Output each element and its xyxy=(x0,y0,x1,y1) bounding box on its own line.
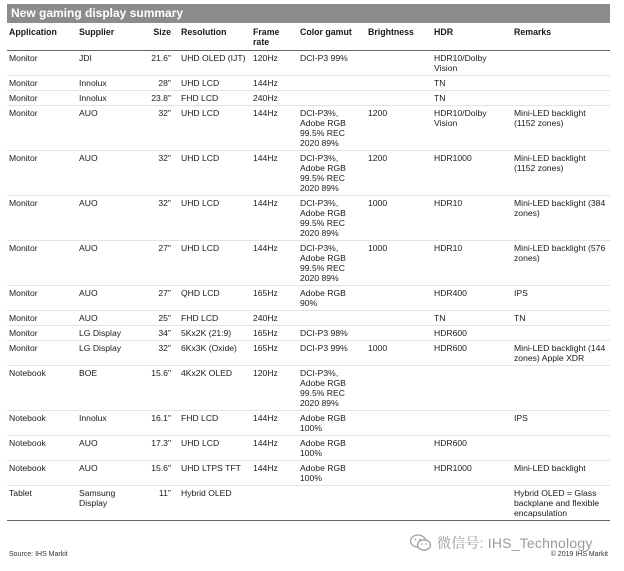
cell-color-gamut xyxy=(298,311,366,326)
cell-frame-rate: 120Hz xyxy=(251,366,298,411)
col-hdr: HDR xyxy=(432,26,512,51)
cell-supplier: Innolux xyxy=(77,91,141,106)
table-row xyxy=(7,436,610,461)
cell-remarks: Mini-LED backlight (1152 zones) xyxy=(512,151,610,196)
col-brightness: Brightness xyxy=(366,26,432,51)
cell-resolution: 5Kx2K (21:9) xyxy=(179,326,251,341)
cell-application: Monitor xyxy=(7,91,77,106)
cell-remarks xyxy=(512,76,610,91)
cell-brightness xyxy=(366,326,432,341)
cell-brightness: 1000 xyxy=(366,341,432,366)
cell-supplier: LG Display xyxy=(77,341,141,366)
cell-frame-rate: 144Hz xyxy=(251,196,298,241)
cell-resolution: UHD LCD xyxy=(179,76,251,91)
col-resolution: Resolution xyxy=(179,26,251,51)
cell-brightness xyxy=(366,286,432,311)
cell-brightness xyxy=(366,76,432,91)
cell-hdr: HDR1000 xyxy=(432,461,512,486)
cell-remarks xyxy=(512,436,610,461)
cell-frame-rate: 144Hz xyxy=(251,106,298,151)
cell-supplier: BOE xyxy=(77,366,141,411)
cell-color-gamut: Adobe RGB 100% xyxy=(298,411,366,436)
cell-hdr: HDR10 xyxy=(432,196,512,241)
cell-frame-rate: 165Hz xyxy=(251,286,298,311)
col-supplier: Supplier xyxy=(77,26,141,51)
cell-brightness: 1200 xyxy=(366,106,432,151)
cell-frame-rate: 240Hz xyxy=(251,311,298,326)
cell-size: 32" xyxy=(141,341,179,366)
cell-hdr xyxy=(432,411,512,436)
cell-application: Notebook xyxy=(7,411,77,436)
cell-size: 23.8" xyxy=(141,91,179,106)
cell-resolution: FHD LCD xyxy=(179,411,251,436)
cell-remarks: Mini-LED backlight (1152 zones) xyxy=(512,106,610,151)
table-row xyxy=(7,196,610,241)
cell-application: Monitor xyxy=(7,241,77,286)
cell-size: 32" xyxy=(141,196,179,241)
wechat-watermark xyxy=(410,532,593,554)
table-row xyxy=(7,486,610,521)
cell-supplier: JDI xyxy=(77,51,141,76)
cell-size: 27" xyxy=(141,241,179,286)
cell-brightness: 1200 xyxy=(366,151,432,196)
cell-resolution: UHD LTPS TFT xyxy=(179,461,251,486)
cell-remarks xyxy=(512,51,610,76)
cell-brightness xyxy=(366,366,432,411)
cell-frame-rate: 144Hz xyxy=(251,411,298,436)
cell-color-gamut: DCI-P3%, Adobe RGB 99.5% REC 2020 89% xyxy=(298,151,366,196)
cell-supplier: Innolux xyxy=(77,76,141,91)
table-row xyxy=(7,461,610,486)
cell-color-gamut: DCI-P3%, Adobe RGB 99.5% REC 2020 89% xyxy=(298,106,366,151)
table-row xyxy=(7,341,610,366)
cell-application: Monitor xyxy=(7,341,77,366)
cell-application: Monitor xyxy=(7,196,77,241)
cell-hdr: HDR10/Dolby Vision xyxy=(432,106,512,151)
cell-frame-rate: 165Hz xyxy=(251,341,298,366)
cell-remarks: Mini-LED backlight (144 zones) Apple XDR xyxy=(512,341,610,366)
cell-resolution: UHD LCD xyxy=(179,436,251,461)
table-row xyxy=(7,411,610,436)
cell-brightness xyxy=(366,461,432,486)
cell-frame-rate xyxy=(251,486,298,521)
cell-hdr: TN xyxy=(432,76,512,91)
cell-application: Notebook xyxy=(7,461,77,486)
cell-supplier: AUO xyxy=(77,461,141,486)
cell-application: Notebook xyxy=(7,436,77,461)
table-row xyxy=(7,76,610,91)
cell-remarks: TN xyxy=(512,311,610,326)
table-title: New gaming display summary xyxy=(7,4,610,23)
cell-hdr xyxy=(432,486,512,521)
cell-color-gamut: DCI-P3 99% xyxy=(298,51,366,76)
cell-remarks: Mini-LED backlight (576 zones) xyxy=(512,241,610,286)
copyright-note: © 2019 IHS Markit xyxy=(550,551,608,558)
cell-color-gamut: DCI-P3 98% xyxy=(298,326,366,341)
cell-size: 34" xyxy=(141,326,179,341)
table-row xyxy=(7,366,610,411)
cell-color-gamut: DCI-P3%, Adobe RGB 99.5% REC 2020 89% xyxy=(298,366,366,411)
cell-remarks xyxy=(512,91,610,106)
cell-color-gamut xyxy=(298,76,366,91)
cell-hdr: HDR600 xyxy=(432,341,512,366)
cell-supplier: AUO xyxy=(77,436,141,461)
cell-supplier: AUO xyxy=(77,106,141,151)
table-row xyxy=(7,51,610,76)
cell-resolution: UHD LCD xyxy=(179,151,251,196)
cell-size: 21.6" xyxy=(141,51,179,76)
source-note: Source: IHS Markit xyxy=(9,551,68,558)
cell-hdr xyxy=(432,366,512,411)
cell-frame-rate: 240Hz xyxy=(251,91,298,106)
cell-size: 15.6" xyxy=(141,461,179,486)
wechat-icon xyxy=(410,534,432,552)
cell-application: Monitor xyxy=(7,51,77,76)
cell-frame-rate: 165Hz xyxy=(251,326,298,341)
cell-color-gamut xyxy=(298,486,366,521)
cell-application: Monitor xyxy=(7,151,77,196)
cell-resolution: UHD OLED (IJT) xyxy=(179,51,251,76)
cell-frame-rate: 144Hz xyxy=(251,76,298,91)
cell-resolution: UHD LCD xyxy=(179,196,251,241)
cell-brightness: 1000 xyxy=(366,241,432,286)
table-header-row xyxy=(7,26,610,51)
cell-size: 32" xyxy=(141,151,179,196)
table-row xyxy=(7,106,610,151)
cell-frame-rate: 144Hz xyxy=(251,436,298,461)
cell-size: 11" xyxy=(141,486,179,521)
cell-supplier: Samsung Display xyxy=(77,486,141,521)
cell-hdr: HDR600 xyxy=(432,326,512,341)
col-remarks: Remarks xyxy=(512,26,610,51)
cell-color-gamut: DCI-P3%, Adobe RGB 99.5% REC 2020 89% xyxy=(298,241,366,286)
cell-remarks: IPS xyxy=(512,411,610,436)
cell-application: Monitor xyxy=(7,76,77,91)
cell-frame-rate: 144Hz xyxy=(251,241,298,286)
cell-brightness: 1000 xyxy=(366,196,432,241)
cell-brightness xyxy=(366,311,432,326)
col-application: Application xyxy=(7,26,77,51)
cell-resolution: FHD LCD xyxy=(179,91,251,106)
cell-size: 25" xyxy=(141,311,179,326)
cell-resolution: QHD LCD xyxy=(179,286,251,311)
cell-brightness xyxy=(366,91,432,106)
cell-size: 15.6" xyxy=(141,366,179,411)
table-row xyxy=(7,311,610,326)
cell-hdr: TN xyxy=(432,311,512,326)
cell-size: 32" xyxy=(141,106,179,151)
cell-frame-rate: 120Hz xyxy=(251,51,298,76)
cell-remarks: Mini-LED backlight xyxy=(512,461,610,486)
cell-remarks: Hybrid OLED = Glass backplane and flexible encapsulation xyxy=(512,486,610,521)
cell-resolution: Hybrid OLED xyxy=(179,486,251,521)
gaming-display-table xyxy=(7,26,610,521)
cell-application: Monitor xyxy=(7,106,77,151)
cell-application: Tablet xyxy=(7,486,77,521)
table-row xyxy=(7,91,610,106)
cell-hdr: HDR10/Dolby Vision xyxy=(432,51,512,76)
cell-color-gamut: Adobe RGB 100% xyxy=(298,436,366,461)
cell-color-gamut: Adobe RGB 100% xyxy=(298,461,366,486)
cell-resolution: 4Kx2K OLED xyxy=(179,366,251,411)
cell-supplier: AUO xyxy=(77,196,141,241)
cell-size: 28" xyxy=(141,76,179,91)
table-row xyxy=(7,151,610,196)
cell-supplier: AUO xyxy=(77,286,141,311)
cell-size: 27" xyxy=(141,286,179,311)
cell-supplier: AUO xyxy=(77,151,141,196)
cell-application: Monitor xyxy=(7,286,77,311)
cell-application: Monitor xyxy=(7,311,77,326)
cell-resolution: 6Kx3K (Oxide) xyxy=(179,341,251,366)
table-row xyxy=(7,241,610,286)
cell-brightness xyxy=(366,51,432,76)
cell-resolution: UHD LCD xyxy=(179,241,251,286)
col-color-gamut: Color gamut xyxy=(298,26,366,51)
cell-remarks: IPS xyxy=(512,286,610,311)
cell-size: 16.1" xyxy=(141,411,179,436)
cell-remarks xyxy=(512,326,610,341)
cell-color-gamut: DCI-P3%, Adobe RGB 99.5% REC 2020 89% xyxy=(298,196,366,241)
cell-resolution: FHD LCD xyxy=(179,311,251,326)
cell-resolution: UHD LCD xyxy=(179,106,251,151)
cell-size: 17.3" xyxy=(141,436,179,461)
cell-supplier: LG Display xyxy=(77,326,141,341)
col-frame-rate: Frame rate xyxy=(251,26,298,51)
cell-color-gamut: DCI-P3 99% xyxy=(298,341,366,366)
cell-frame-rate: 144Hz xyxy=(251,461,298,486)
cell-supplier: AUO xyxy=(77,311,141,326)
cell-brightness xyxy=(366,436,432,461)
cell-brightness xyxy=(366,486,432,521)
cell-color-gamut: Adobe RGB 90% xyxy=(298,286,366,311)
table-row xyxy=(7,286,610,311)
cell-remarks: Mini-LED backlight (384 zones) xyxy=(512,196,610,241)
cell-application: Notebook xyxy=(7,366,77,411)
cell-hdr: HDR1000 xyxy=(432,151,512,196)
cell-hdr: HDR10 xyxy=(432,241,512,286)
cell-application: Monitor xyxy=(7,326,77,341)
cell-frame-rate: 144Hz xyxy=(251,151,298,196)
cell-brightness xyxy=(366,411,432,436)
cell-hdr: TN xyxy=(432,91,512,106)
cell-color-gamut xyxy=(298,91,366,106)
table-row xyxy=(7,326,610,341)
cell-supplier: Innolux xyxy=(77,411,141,436)
watermark-text: 微信号: IHS_Technology xyxy=(437,535,593,551)
cell-remarks xyxy=(512,366,610,411)
cell-hdr: HDR400 xyxy=(432,286,512,311)
col-size: Size xyxy=(141,26,179,51)
cell-hdr: HDR600 xyxy=(432,436,512,461)
cell-supplier: AUO xyxy=(77,241,141,286)
